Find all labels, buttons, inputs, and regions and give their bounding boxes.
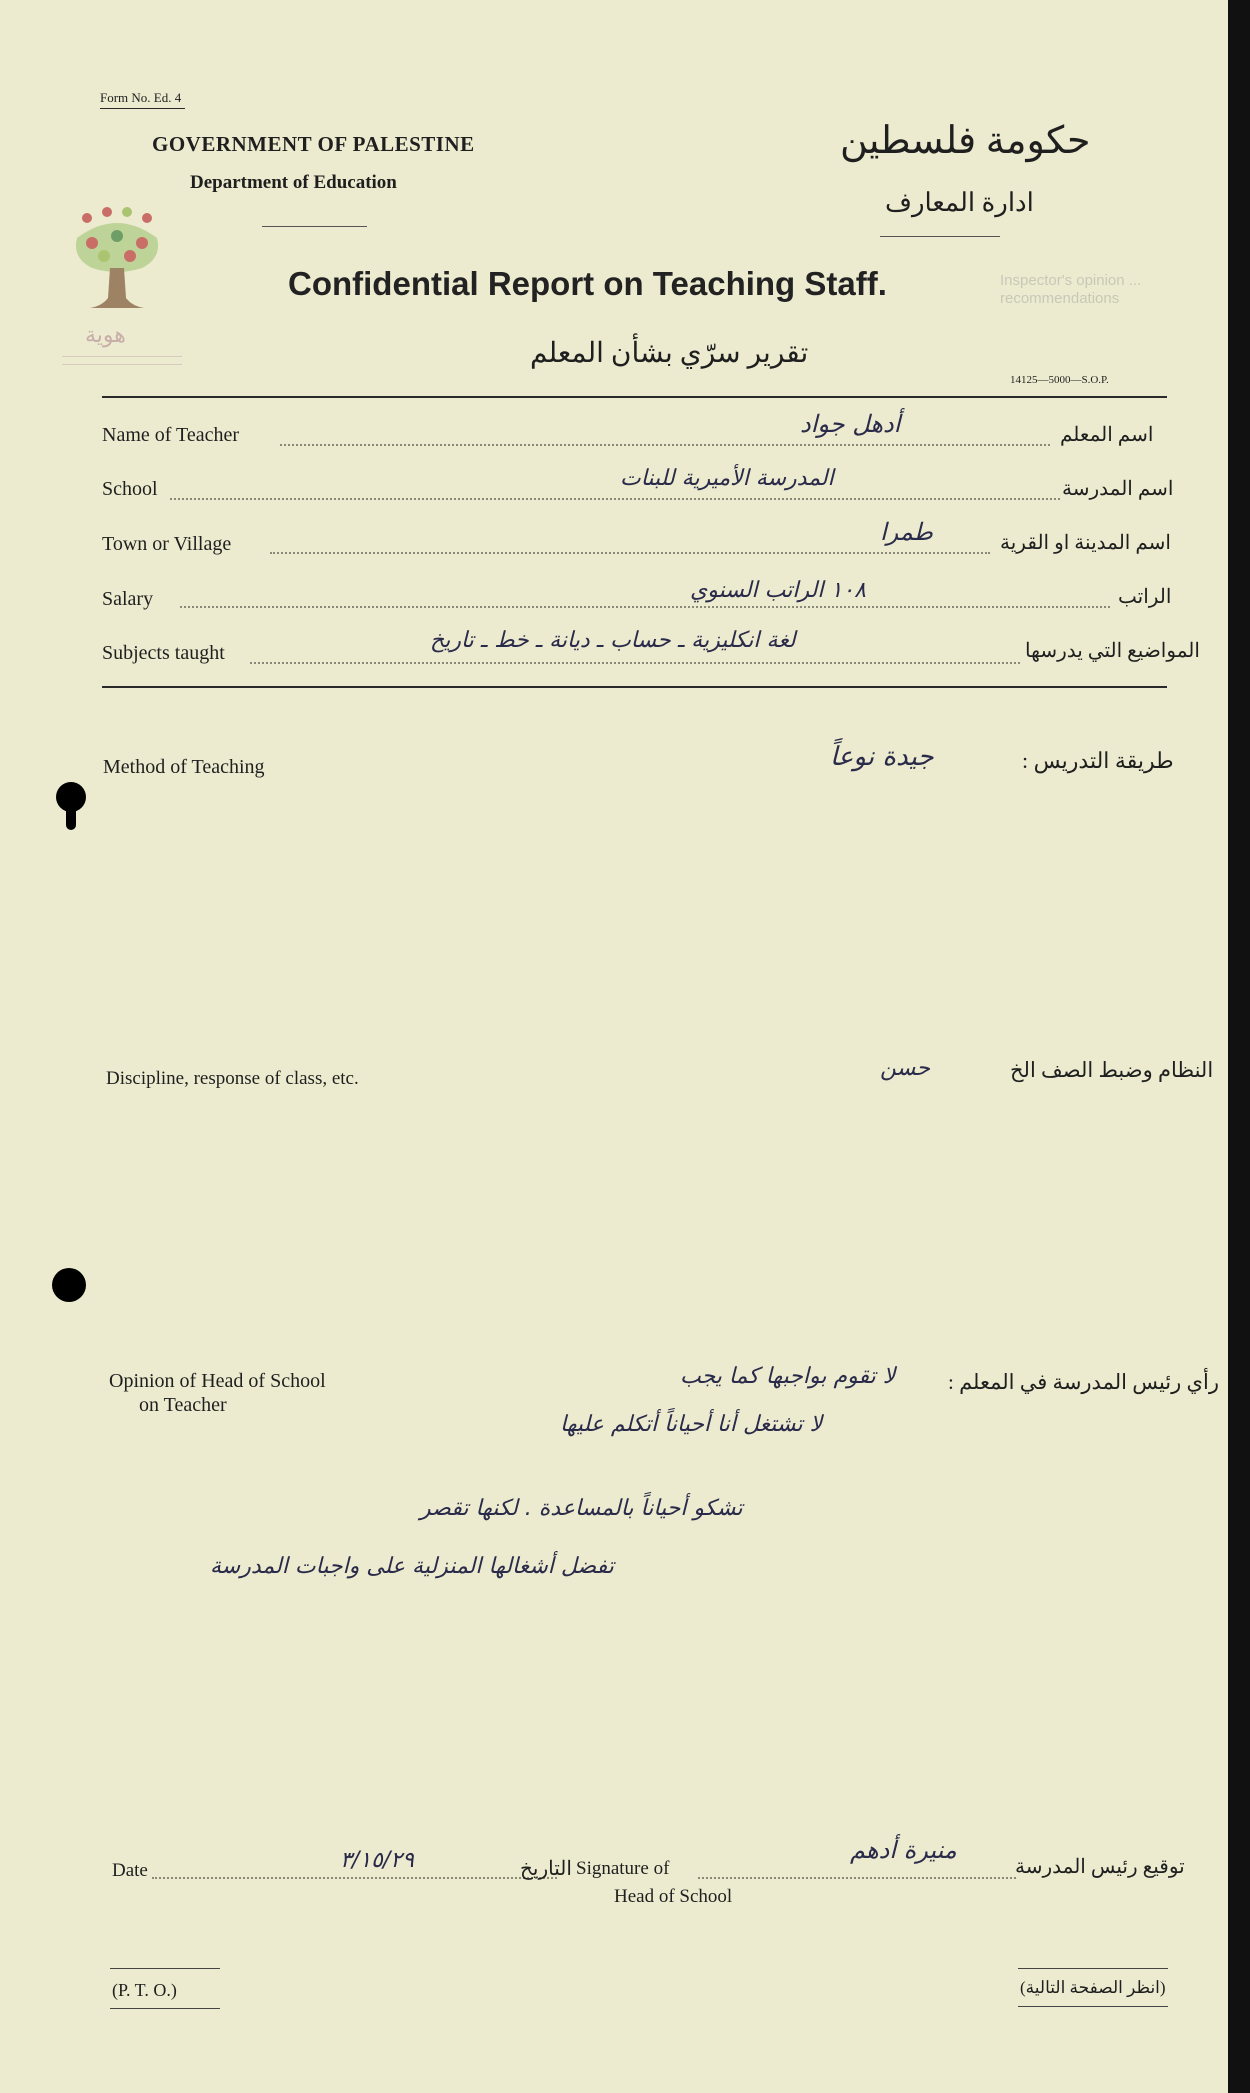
signature-label: Signature of: [576, 1858, 670, 1879]
date-value: ٣/١٥/٢٩: [340, 1848, 414, 1873]
logo-caption: هوية: [85, 322, 126, 347]
opinion-line-4: تفضل أشغالها المنزلية على واجبات المدرسة: [210, 1554, 614, 1579]
faded-note: Inspector's opinion ... recommendations: [1000, 272, 1142, 307]
method-value: جيدة نوعاً: [830, 742, 934, 772]
town-value: طمرا: [880, 518, 933, 546]
date-label: Date: [112, 1860, 148, 1881]
discipline-label-en: Discipline, response of class, etc.: [106, 1068, 359, 1089]
date-label-ar: التاريخ: [520, 1858, 572, 1880]
opinion-line-2: لا تشتغل أنا أحياناً أتكلم عليها: [560, 1412, 823, 1437]
pto-label: (P. T. O.): [112, 1980, 177, 2000]
teacher-name-value: أدهل جواد: [800, 410, 901, 438]
report-title-en: Confidential Report on Teaching Staff.: [288, 265, 887, 302]
department-title-ar: ادارة المعارف: [885, 188, 1034, 217]
salary-value: ١٠٨ الراتب السنوي: [690, 578, 866, 603]
opinion-line-1: لا تقوم بواجبها كما يجب: [680, 1364, 896, 1389]
opinion-line-3: تشكو أحياناً بالمساعدة . لكنها تقصر: [420, 1496, 743, 1521]
government-title-en: GOVERNMENT OF PALESTINE: [152, 132, 475, 156]
report-title-ar: تقرير سرّي بشأن المعلم: [530, 338, 809, 369]
method-label-en: Method of Teaching: [103, 756, 265, 778]
opinion-label-ar: رأي رئيس المدرسة في المعلم :: [948, 1370, 1219, 1394]
school-value: المدرسة الأميرية للبنات: [620, 466, 834, 491]
signature-label-2: Head of School: [614, 1886, 733, 1907]
discipline-label-ar: النظام وضبط الصف الخ: [1010, 1058, 1214, 1082]
print-code: 14125—5000—S.O.P.: [1010, 374, 1109, 386]
opinion-label-en-2: on Teacher: [139, 1394, 227, 1416]
department-title-en: Department of Education: [190, 172, 397, 193]
form-number: Form No. Ed. 4: [100, 90, 182, 105]
government-title-ar: حكومة فلسطين: [840, 120, 1091, 162]
report-page: Form No. Ed. 4 GOVERNMENT OF PALESTINE Department of Education حكومة فلسطين ادارة المعارف هوية Confidential Report on Teaching Staff. Inspector's opinion ... recommendations تقرير سرّي بشأن المعلم 14125—5000—S.O.P. Name of Teacher أدهل جواد اسم المعلم School المدرسة الأميرية للبنات اسم المدرسة Town or Village طمرا اسم المدينة او القرية Salary ١٠٨ الراتب السنوي الراتب Subjects taught لغة انكليزية ـ حساب ـ ديانة ـ خط ـ تاريخ المواضيع التي يدرسها Method of Teaching جيدة نوعاً طريقة التدريس : Discipline, response of class, etc. حسن النظام وضبط الصف الخ Opinion of Head of School on Teacher رأي رئيس المدرسة في المعلم : لا تقوم بواجبها كما يجب لا تشتغل أنا أحياناً أتكلم عليها تشكو أحياناً بالمساعدة . لكنها تقصر تفضل أشغالها المنزلية على واجبات المدرسة Date ٣/١٥/٢٩ التاريخ Signature of منيرة أدهم توقيع رئيس المدرسة Head of School (P. T. O.) (انظر الصفحة التالية): [0, 0, 1228, 2093]
method-label-ar: طريقة التدريس :: [1022, 748, 1174, 773]
punch-hole: [52, 1268, 86, 1302]
discipline-value: حسن: [880, 1056, 930, 1081]
signature-value: منيرة أدهم: [850, 1836, 957, 1864]
subjects-value: لغة انكليزية ـ حساب ـ ديانة ـ خط ـ تاريخ: [430, 628, 796, 653]
pto-label-ar: (انظر الصفحة التالية): [1020, 1978, 1166, 1997]
opinion-label-en-1: Opinion of Head of School: [109, 1370, 326, 1392]
signature-label-ar: توقيع رئيس المدرسة: [1015, 1856, 1185, 1878]
